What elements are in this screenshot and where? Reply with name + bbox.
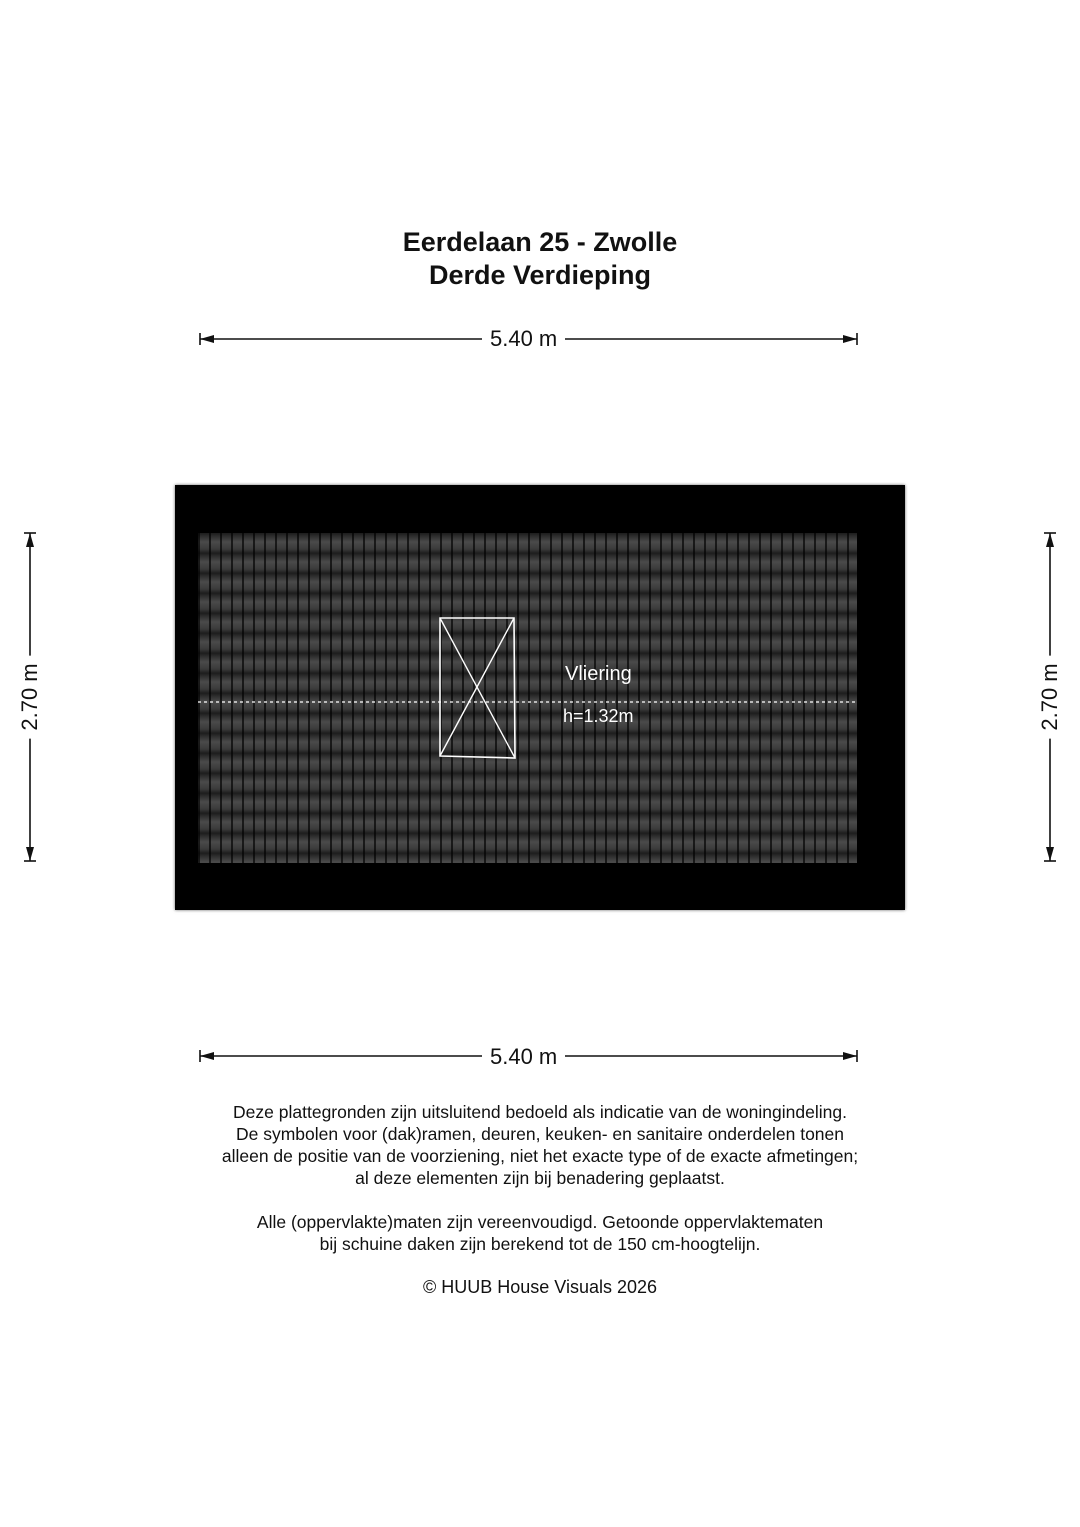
disclaimer-paragraph-2 [0,1211,1080,1255]
room-height: h=1.32m [563,706,634,726]
disclaimer-line: alleen de positie van de voorziening, niet het exacte type of de exacte afmetingen; [221,1146,859,1166]
room-name: Vliering [565,663,632,685]
plan-address: Eerdelaan 25 - Zwolle [402,227,678,257]
bottom-dimension-label: 5.40 m [482,1044,565,1070]
top-dimension-label: 5.40 m [482,326,565,352]
disclaimer-paragraph-1 [0,1101,1080,1189]
disclaimer-line: bij schuine daken zijn berekend tot de 150 cm-hoogtelijn. [319,1234,761,1254]
disclaimer-line: Alle (oppervlakte)maten zijn vereenvoudigd. Getoonde oppervlaktematen [256,1212,824,1232]
plan-overlay [175,485,905,910]
copyright-notice: © HUUB House Visuals 2026 [422,1277,658,1297]
skylight-icon [440,618,515,758]
disclaimer-line: De symbolen voor (dak)ramen, deuren, keuken- en sanitaire onderdelen tonen [236,1124,844,1144]
disclaimer-line: Deze plattegronden zijn uitsluitend bedoeld als indicatie van de woningindeling. [233,1102,847,1122]
disclaimer-line: al deze elementen zijn bij benadering geplaatst. [355,1168,725,1188]
left-dimension-label: 2.70 m [17,655,43,738]
plan-floor-title: Derde Verdieping [428,260,652,290]
floor-plan [175,485,905,910]
right-dimension-label: 2.70 m [1037,655,1063,738]
